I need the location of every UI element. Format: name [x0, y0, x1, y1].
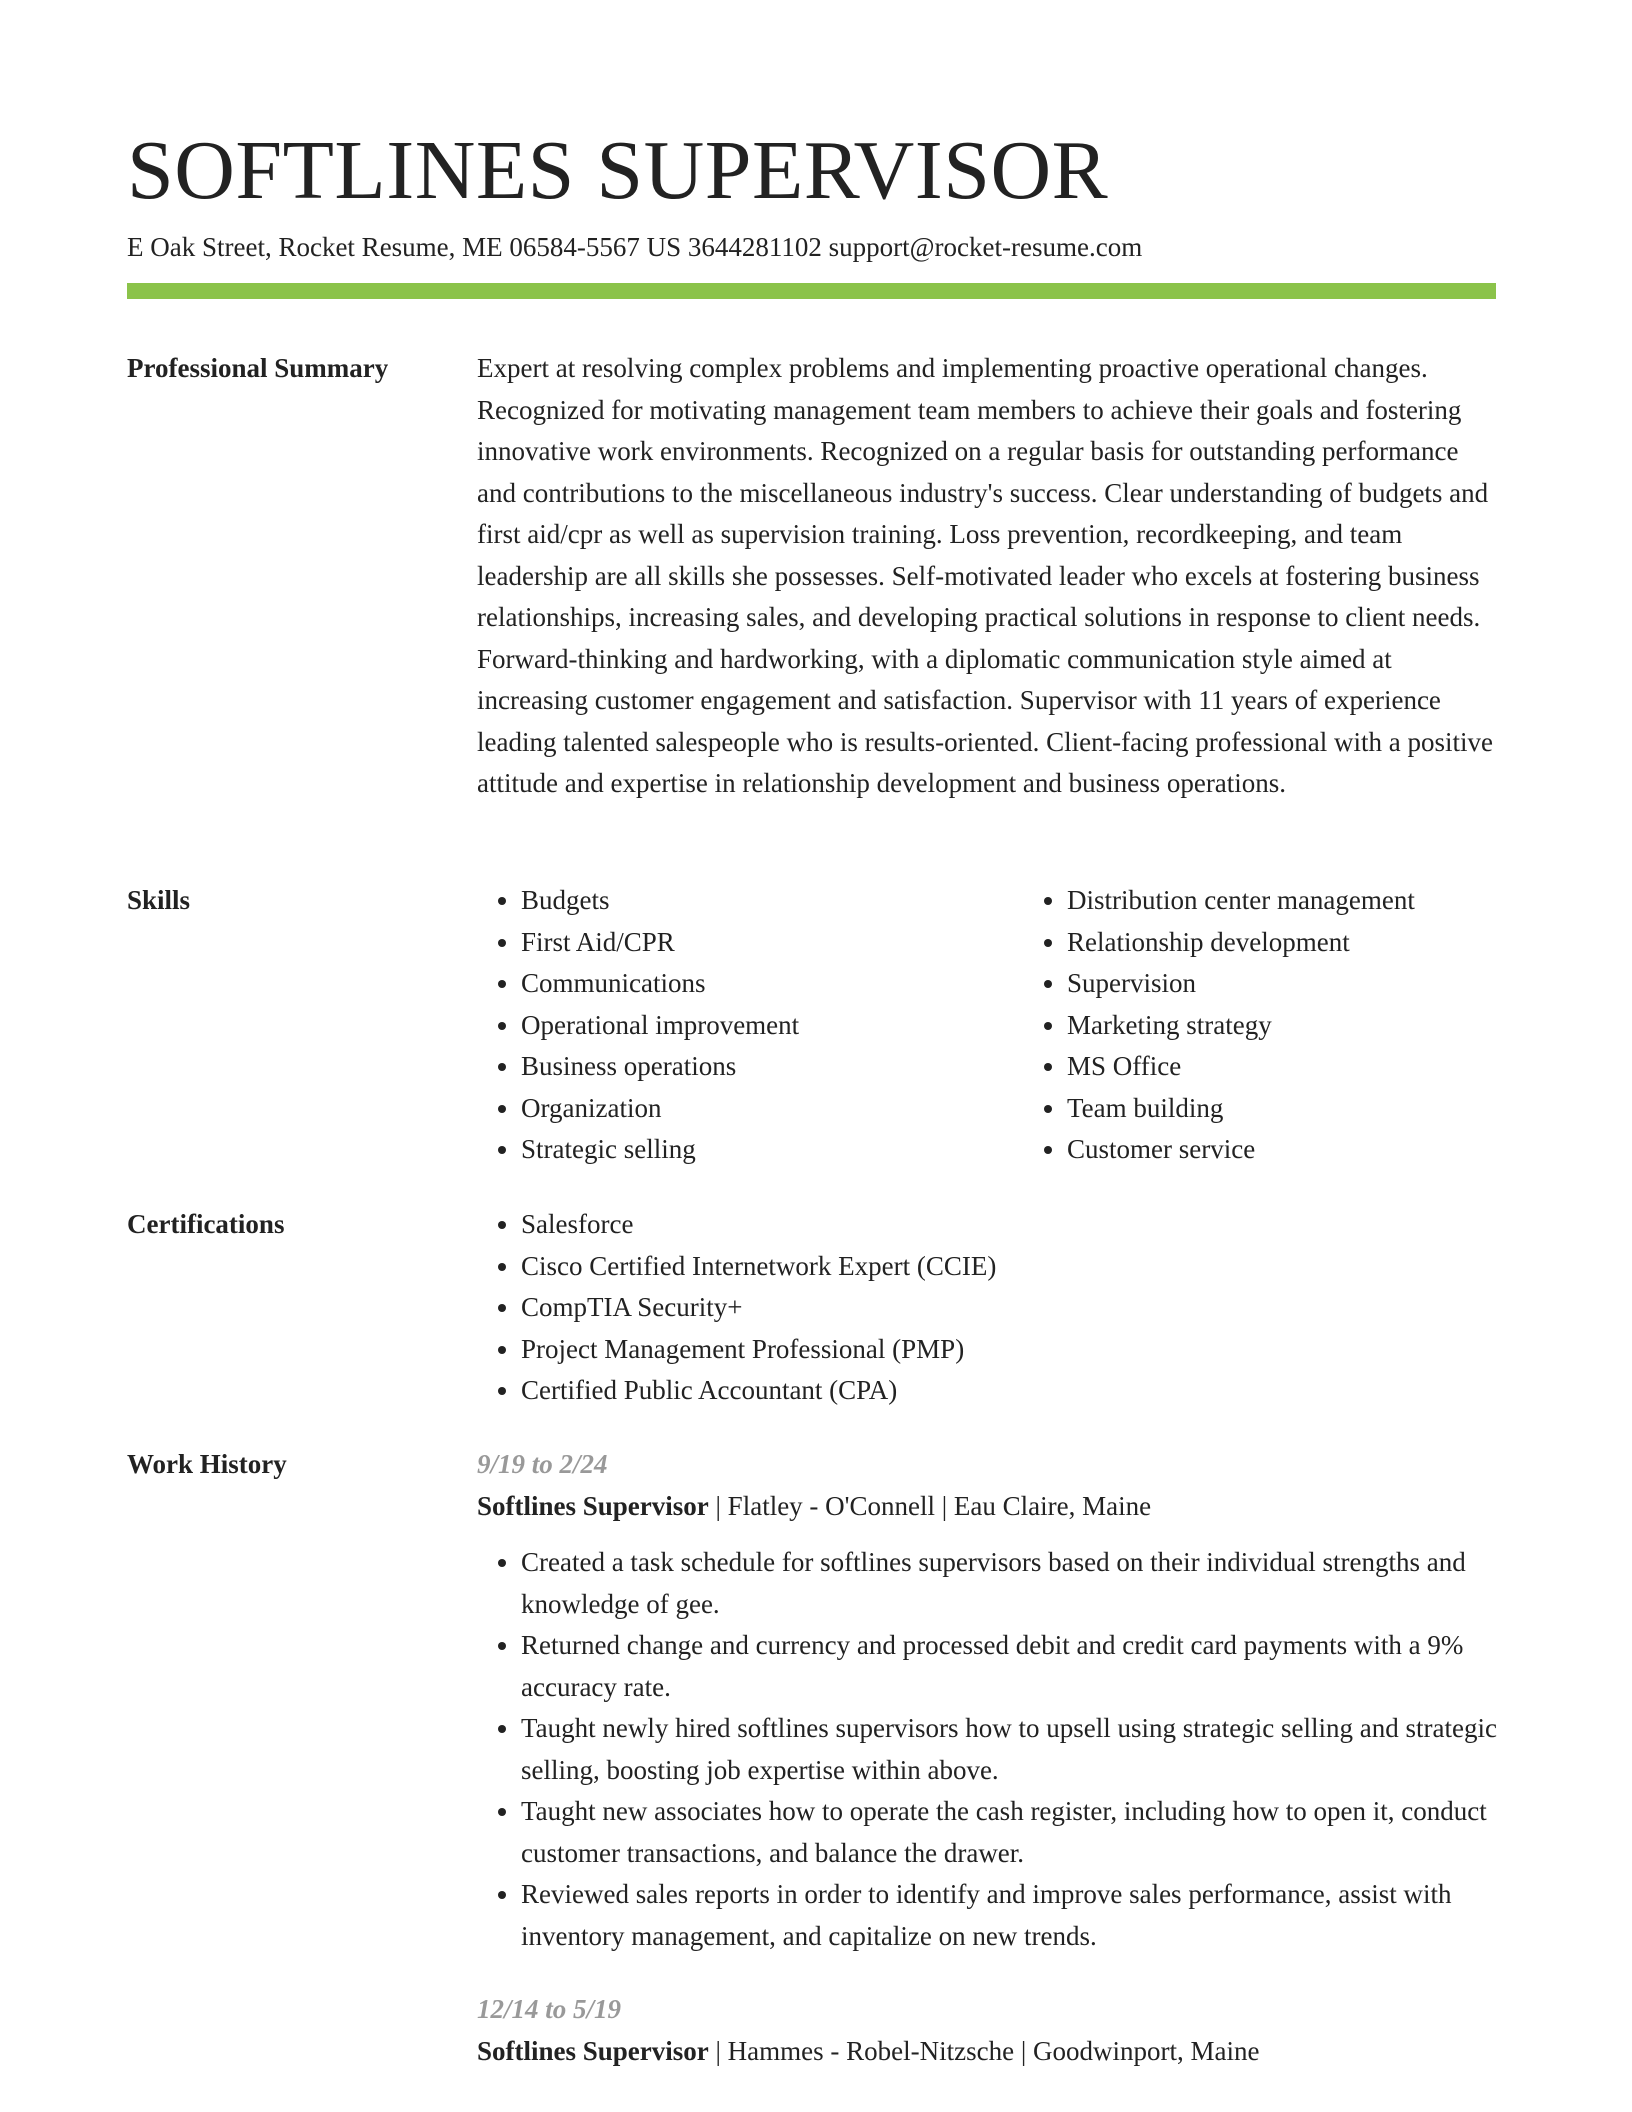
job-details: | Hammes - Robel-Nitzsche | Goodwinport, Maine: [708, 2035, 1260, 2066]
skill-item: • Organization: [521, 1088, 1023, 1130]
job-heading: [477, 1486, 1497, 1528]
section-label-professional-summary: Professional Summary: [127, 353, 389, 383]
job-details: | Flatley - O'Connell | Eau Claire, Maine: [708, 1490, 1152, 1521]
skill-item: • Operational improvement: [521, 1005, 1023, 1047]
skill-item: • Budgets: [521, 880, 1023, 922]
certifications-body: [477, 1204, 1497, 1412]
job-title: Softlines Supervisor: [477, 1490, 709, 1521]
job-dates: 12/14 to 5/19: [477, 1994, 622, 2024]
job-heading: [477, 2031, 1497, 2073]
skills-list-right: [1023, 880, 1569, 1171]
skill-item: • Supervision: [1067, 963, 1569, 1005]
contact-info: E Oak Street, Rocket Resume, ME 06584-5567 US 3644281102 support@rocket-resume.com: [127, 232, 1143, 262]
skill-item: • Distribution center management: [1067, 880, 1569, 922]
skill-item: • Team building: [1067, 1088, 1569, 1130]
job-entry: [477, 1444, 1497, 1957]
job-bullet: • Taught new associates how to operate the cash register, including how to open it, conduct customer transactions, and balance the drawer.: [521, 1791, 1497, 1874]
skills-list-left: [477, 880, 1023, 1171]
section-label-skills: Skills: [127, 885, 191, 915]
certifications-list: [477, 1204, 1497, 1412]
work-history-body: [477, 1444, 1497, 2072]
section-label-work-history: Work History: [127, 1449, 287, 1479]
job-bullet: • Taught newly hired softlines supervisors how to upsell using strategic selling and strategic selling, boosting job expertise within above.: [521, 1708, 1497, 1791]
summary-body: [477, 348, 1497, 805]
skill-item: • Marketing strategy: [1067, 1005, 1569, 1047]
skill-item: • MS Office: [1067, 1046, 1569, 1088]
skill-item: • Communications: [521, 963, 1023, 1005]
certification-item: • Certified Public Accountant (CPA): [521, 1370, 1497, 1412]
certification-item: • Cisco Certified Internetwork Expert (CCIE): [521, 1246, 1497, 1288]
skill-item: • Customer service: [1067, 1129, 1569, 1171]
skills-grid: [477, 880, 1497, 1171]
accent-divider: [127, 283, 1496, 299]
job-bullets: [477, 1542, 1497, 1957]
job-bullet: • Returned change and currency and processed debit and credit card payments with a 9% accuracy rate.: [521, 1625, 1497, 1708]
section-label-certifications: Certifications: [127, 1209, 285, 1239]
skill-item: • Strategic selling: [521, 1129, 1023, 1171]
job-dates: 9/19 to 2/24: [477, 1449, 608, 1479]
resume-title: SOFTLINES SUPERVISOR: [127, 124, 1109, 217]
job-entry: [477, 1989, 1497, 2072]
skill-item: • First Aid/CPR: [521, 922, 1023, 964]
job-bullet: • Reviewed sales reports in order to identify and improve sales performance, assist with inventory management, and capitalize on new trends.: [521, 1874, 1497, 1957]
summary-text: Expert at resolving complex problems and implementing proactive operational changes. Recognized for motivating management team members to achieve their goals and fostering innovative work environments. Recognized on a regular basis for outstanding performance and contributions to the miscellaneous industry's success. Clear understanding of budgets and first aid/cpr as well as supervision training. Loss prevention, recordkeeping, and team leadership are all skills she possesses. Self-motivated leader who excels at fostering business relationships, increasing sales, and developing practical solutions in response to client needs. Forward-thinking and hardworking, with a diplomatic communication style aimed at increasing customer engagement and satisfaction. Supervisor with 11 years of experience leading talented salespeople who is results-oriented. Client-facing professional with a positive attitude and expertise in relationship development and business operations.: [477, 353, 1493, 798]
certification-item: • Project Management Professional (PMP): [521, 1329, 1497, 1371]
job-title: Softlines Supervisor: [477, 2035, 709, 2066]
certification-item: • CompTIA Security+: [521, 1287, 1497, 1329]
job-bullet: • Created a task schedule for softlines supervisors based on their individual strengths and knowledge of gee.: [521, 1542, 1497, 1625]
skills-body: [477, 880, 1497, 1171]
skill-item: • Business operations: [521, 1046, 1023, 1088]
certification-item: • Salesforce: [521, 1204, 1497, 1246]
skill-item: • Relationship development: [1067, 922, 1569, 964]
